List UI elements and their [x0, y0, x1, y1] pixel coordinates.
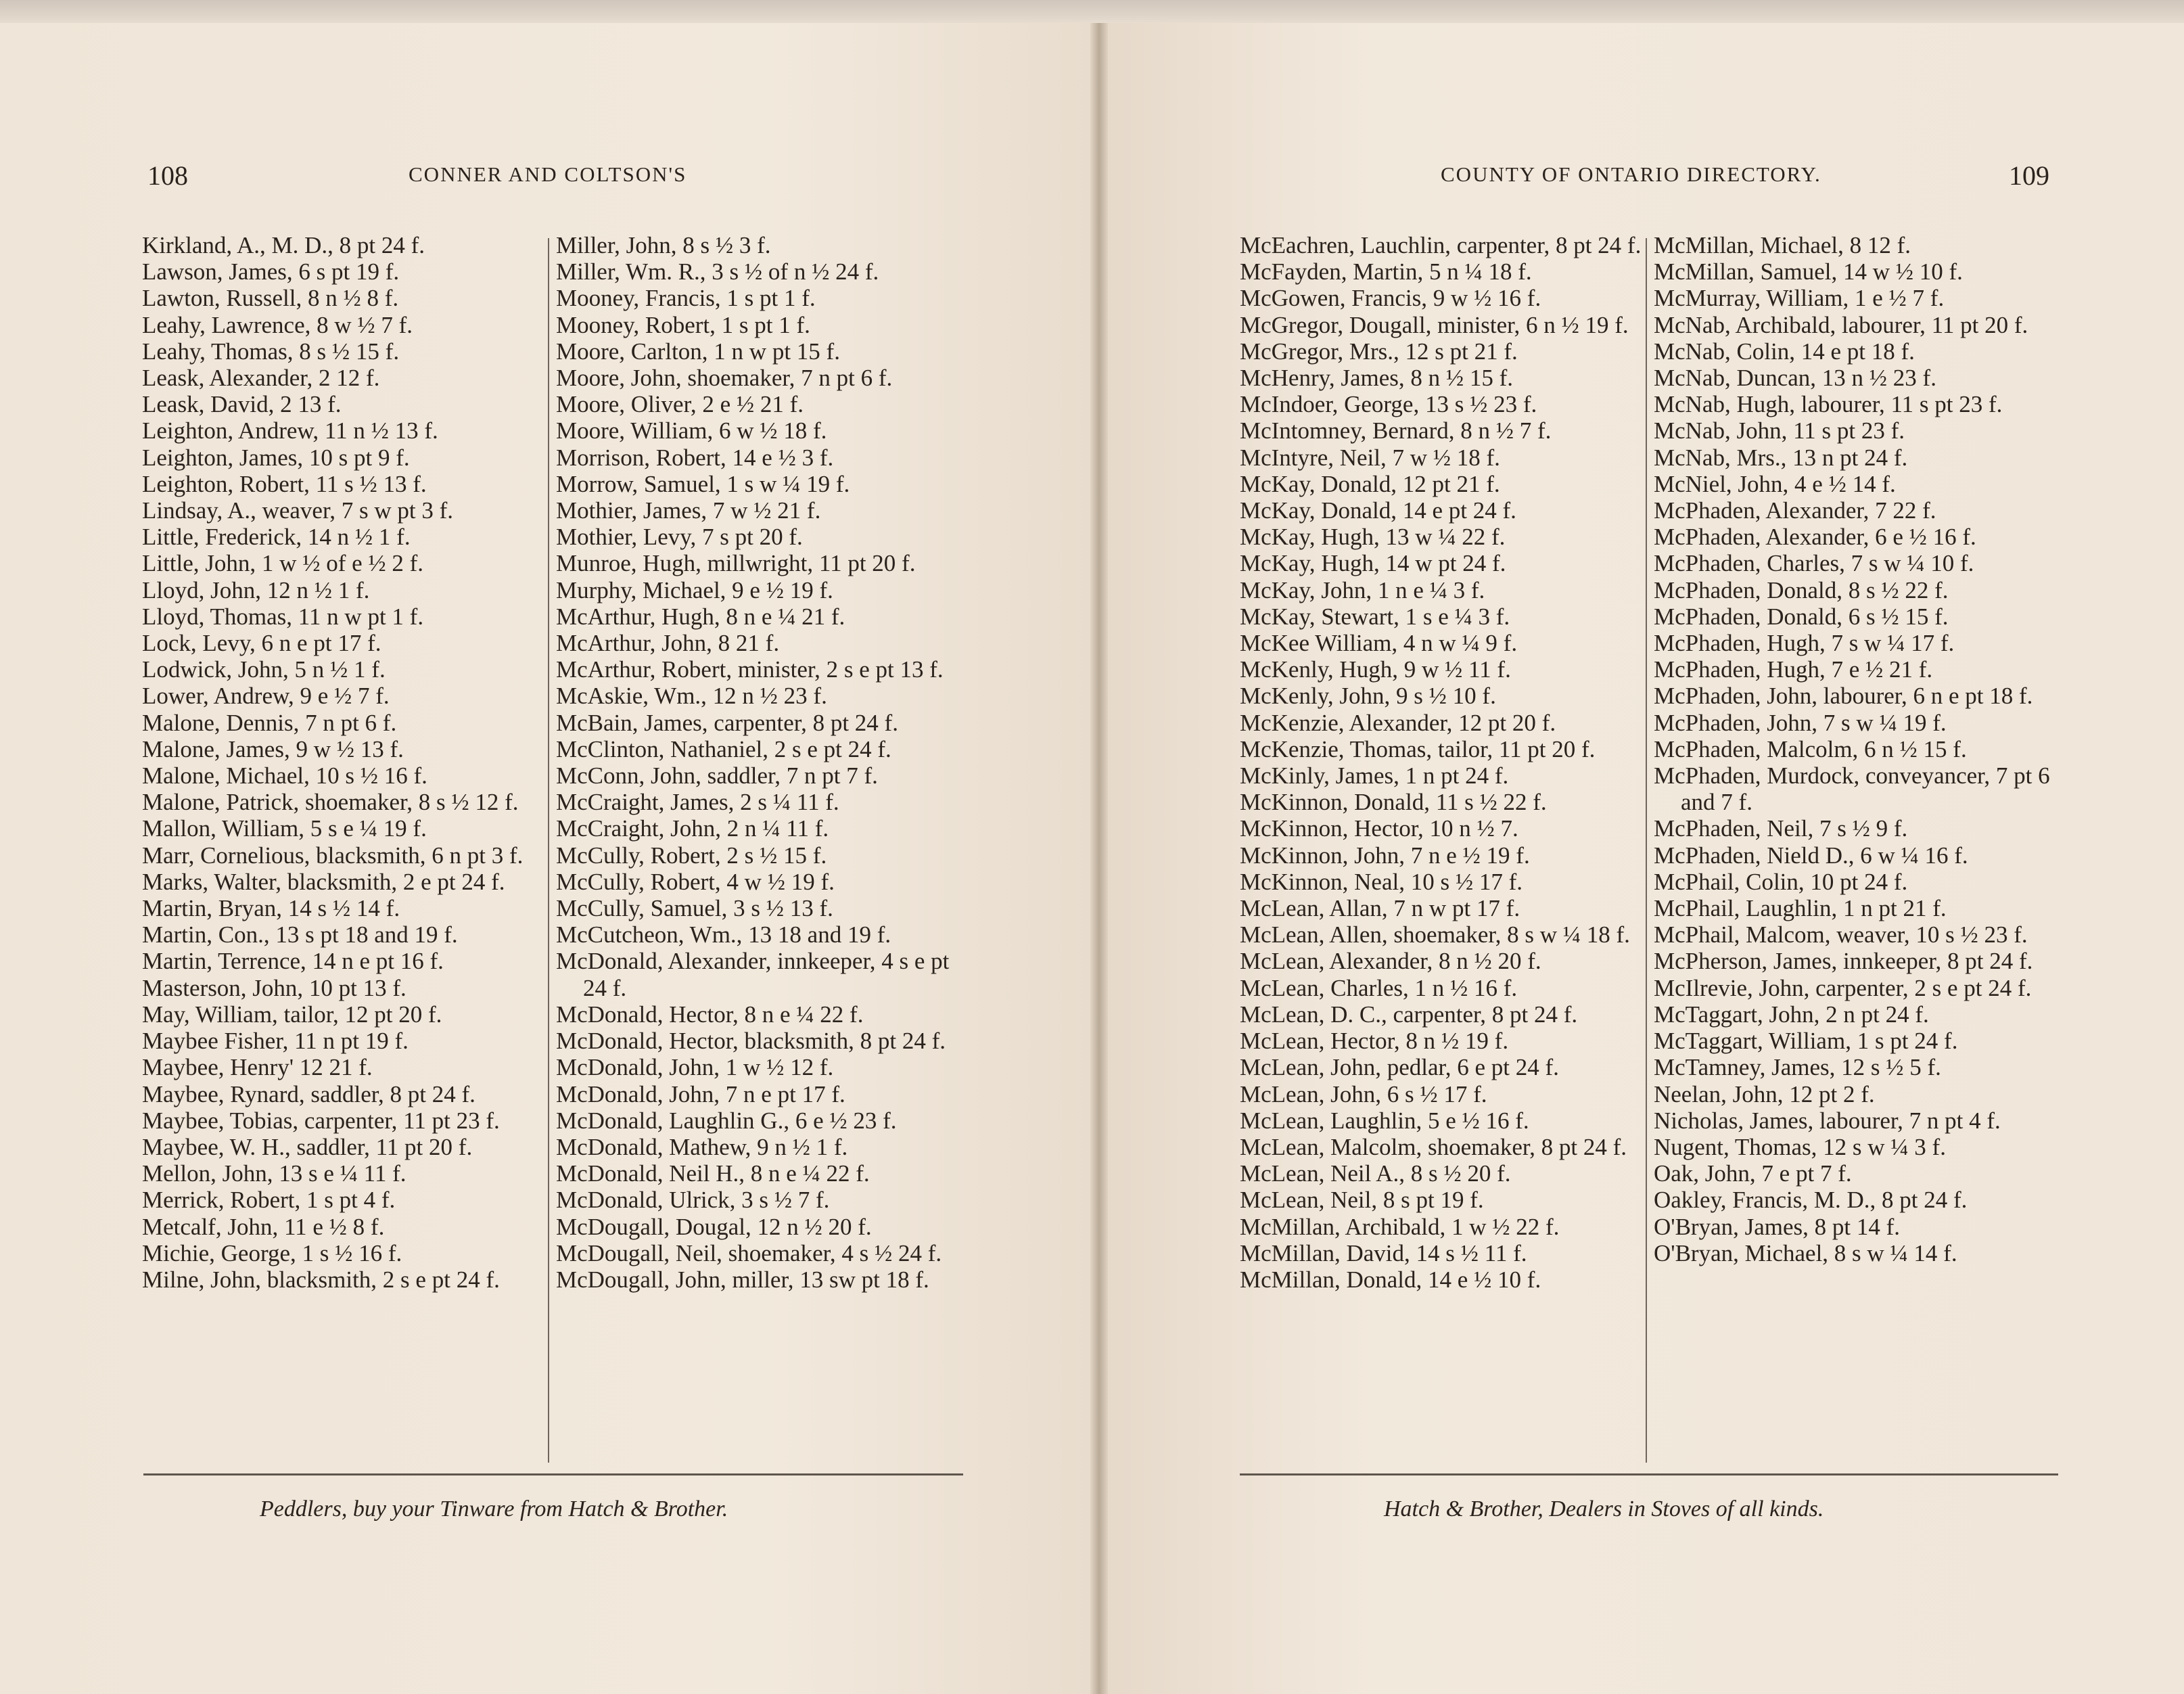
directory-entry: McKinly, James, 1 n pt 24 f. [1240, 762, 1509, 789]
directory-entry: McKenzie, Alexander, 12 pt 20 f. [1240, 709, 1556, 736]
directory-entry: McAskie, Wm., 12 n ½ 23 f. [556, 683, 827, 710]
directory-entry: McDougall, Dougal, 12 n ½ 20 f. [556, 1213, 872, 1240]
directory-entry: Malone, James, 9 w ½ 13 f. [142, 735, 404, 762]
right-footer-advert: Hatch & Brother, Dealers in Stoves of all kinds. [1384, 1496, 1824, 1521]
directory-entry: McGregor, Mrs., 12 s pt 21 f. [1240, 338, 1518, 365]
directory-entry: McDonald, Mathew, 9 n ½ 1 f. [556, 1133, 848, 1160]
directory-entry: McCraight, James, 2 s ¼ 11 f. [556, 789, 839, 816]
directory-entry: McKinnon, John, 7 n e ½ 19 f. [1240, 842, 1530, 869]
directory-entry: Lloyd, John, 12 n ½ 1 f. [142, 576, 370, 603]
directory-entry: McPhaden, John, labourer, 6 n e pt 18 f. [1654, 683, 2033, 710]
directory-entry: McCutcheon, Wm., 13 18 and 19 f. [556, 921, 891, 948]
right-column-divider [1646, 238, 1647, 1463]
directory-entry: O'Bryan, James, 8 pt 14 f. [1654, 1213, 1901, 1240]
directory-entry: Nugent, Thomas, 12 s w ¼ 3 f. [1654, 1133, 1946, 1160]
directory-entry: McNab, Hugh, labourer, 11 s pt 23 f. [1654, 391, 2003, 418]
directory-entry: McArthur, Hugh, 8 n e ¼ 21 f. [556, 603, 845, 630]
directory-entry: Masterson, John, 10 pt 13 f. [142, 974, 406, 1001]
directory-entry: McPhaden, Neil, 7 s ½ 9 f. [1654, 815, 1908, 842]
directory-entry: Mooney, Robert, 1 s pt 1 f. [556, 311, 810, 338]
directory-entry: McMurray, William, 1 e ½ 7 f. [1654, 285, 1945, 312]
directory-entry: McArthur, Robert, minister, 2 s e pt 13 f. [556, 656, 944, 683]
directory-entry: McGowen, Francis, 9 w ½ 16 f. [1240, 285, 1541, 312]
directory-entry: McPhaden, Malcolm, 6 n ½ 15 f. [1654, 735, 1967, 762]
directory-entry: Miller, John, 8 s ½ 3 f. [556, 232, 771, 258]
directory-entry: Mothier, James, 7 w ½ 21 f. [556, 497, 821, 524]
directory-entry: McPhaden, Alexander, 6 e ½ 16 f. [1654, 524, 1976, 551]
directory-entry: McDonald, Ulrick, 3 s ½ 7 f. [556, 1187, 830, 1214]
directory-entry: Neelan, John, 12 pt 2 f. [1654, 1080, 1875, 1107]
left-page-column-1 [142, 232, 544, 1477]
directory-entry: Martin, Con., 13 s pt 18 and 19 f. [142, 921, 458, 948]
directory-entry: McMillan, David, 14 s ½ 11 f. [1240, 1239, 1527, 1266]
directory-entry: McTamney, James, 12 s ½ 5 f. [1654, 1054, 1941, 1081]
directory-entry: McPhaden, Hugh, 7 e ½ 21 f. [1654, 656, 1933, 683]
directory-entry: McLean, Malcolm, shoemaker, 8 pt 24 f. [1240, 1133, 1627, 1160]
directory-entry: Oak, John, 7 e pt 7 f. [1654, 1160, 1852, 1187]
directory-entry: Moore, William, 6 w ½ 18 f. [556, 417, 827, 444]
directory-entry: McKay, Donald, 12 pt 21 f. [1240, 470, 1500, 497]
directory-entry: Leighton, James, 10 s pt 9 f. [142, 444, 410, 471]
book-gutter [1090, 23, 1108, 1694]
directory-entry: McLean, Allan, 7 n w pt 17 f. [1240, 895, 1520, 922]
directory-entry: Malone, Michael, 10 s ½ 16 f. [142, 762, 427, 789]
directory-entry: McArthur, John, 8 21 f. [556, 630, 780, 657]
directory-entry: McKay, Hugh, 13 w ¼ 22 f. [1240, 524, 1506, 551]
directory-entry: McDougall, Neil, shoemaker, 4 s ½ 24 f. [556, 1239, 942, 1266]
directory-entry: McDonald, Hector, blacksmith, 8 pt 24 f. [556, 1028, 946, 1055]
directory-entry: McKinnon, Hector, 10 n ½ 7. [1240, 815, 1518, 842]
directory-entry: Oakley, Francis, M. D., 8 pt 24 f. [1654, 1187, 1968, 1214]
directory-entry: Marr, Cornelious, blacksmith, 6 n pt 3 f. [142, 842, 524, 869]
directory-entry: McTaggart, John, 2 n pt 24 f. [1654, 1001, 1929, 1028]
directory-entry: Leask, Alexander, 2 12 f. [142, 365, 380, 392]
directory-entry: Leahy, Lawrence, 8 w ½ 7 f. [142, 311, 413, 338]
directory-entry: McNab, Mrs., 13 n pt 24 f. [1654, 444, 1908, 471]
right-page-number: 109 [2009, 160, 2049, 191]
left-page-number: 108 [147, 160, 188, 191]
directory-entry: McPhaden, Murdock, conveyancer, 7 pt 6 and 7 f. [1654, 762, 2050, 816]
directory-entry: Munroe, Hugh, millwright, 11 pt 20 f. [556, 550, 916, 577]
directory-entry: McPhaden, John, 7 s w ¼ 19 f. [1654, 709, 1947, 736]
directory-entry: Leahy, Thomas, 8 s ½ 15 f. [142, 338, 400, 365]
directory-entry: McHenry, James, 8 n ½ 15 f. [1240, 365, 1514, 392]
directory-entry: McDonald, John, 1 w ½ 12 f. [556, 1054, 834, 1081]
right-page-column-1 [1240, 232, 1642, 1477]
directory-entry: McLean, Laughlin, 5 e ½ 16 f. [1240, 1107, 1529, 1134]
directory-entry: Lodwick, John, 5 n ½ 1 f. [142, 656, 386, 683]
directory-entry: McIndoer, George, 13 s ½ 23 f. [1240, 391, 1537, 418]
directory-entry: McNab, Archibald, labourer, 11 pt 20 f. [1654, 311, 2028, 338]
directory-entry: Nicholas, James, labourer, 7 n pt 4 f. [1654, 1107, 2001, 1134]
directory-entry: Lock, Levy, 6 n e pt 17 f. [142, 630, 381, 657]
directory-entry: McPherson, James, innkeeper, 8 pt 24 f. [1654, 948, 2033, 975]
directory-entry: Little, John, 1 w ½ of e ½ 2 f. [142, 550, 424, 577]
directory-entry: McCully, Samuel, 3 s ½ 13 f. [556, 895, 833, 922]
directory-entry: McIlrevie, John, carpenter, 2 s e pt 24 f. [1654, 974, 2032, 1001]
directory-entry: McPhaden, Donald, 6 s ½ 15 f. [1654, 603, 1949, 630]
directory-entry: McKay, Hugh, 14 w pt 24 f. [1240, 550, 1506, 577]
directory-entry: Maybee, W. H., saddler, 11 pt 20 f. [142, 1133, 473, 1160]
directory-entry: McTaggart, William, 1 s pt 24 f. [1654, 1028, 1958, 1055]
directory-entry: Malone, Patrick, shoemaker, 8 s ½ 12 f. [142, 789, 519, 816]
directory-entry: McDonald, Hector, 8 n e ¼ 22 f. [556, 1001, 864, 1028]
directory-entry: McNab, Duncan, 13 n ½ 23 f. [1654, 365, 1936, 392]
directory-entry: Little, Frederick, 14 n ½ 1 f. [142, 524, 411, 551]
directory-entry: McPhaden, Alexander, 7 22 f. [1654, 497, 1936, 524]
directory-entry: Kirkland, A., M. D., 8 pt 24 f. [142, 232, 425, 258]
directory-entry: McNab, Colin, 14 e pt 18 f. [1654, 338, 1915, 365]
directory-entry: McPhaden, Hugh, 7 s w ¼ 17 f. [1654, 630, 1955, 657]
left-running-head: CONNER AND COLTSON'S [409, 162, 687, 186]
directory-entry: McMillan, Michael, 8 12 f. [1654, 232, 1911, 258]
directory-entry: Mooney, Francis, 1 s pt 1 f. [556, 285, 816, 312]
directory-entry: Martin, Bryan, 14 s ½ 14 f. [142, 895, 400, 922]
directory-entry: Mothier, Levy, 7 s pt 20 f. [556, 524, 803, 551]
directory-entry: McFayden, Martin, 5 n ¼ 18 f. [1240, 258, 1532, 285]
directory-entry: McBain, James, carpenter, 8 pt 24 f. [556, 709, 898, 736]
directory-entry: Moore, John, shoemaker, 7 n pt 6 f. [556, 365, 893, 392]
directory-entry: McDonald, Alexander, innkeeper, 4 s e pt 24 f. [556, 948, 950, 1001]
directory-entry: Lower, Andrew, 9 e ½ 7 f. [142, 683, 390, 710]
directory-entry: McLean, Alexander, 8 n ½ 20 f. [1240, 948, 1541, 975]
directory-entry: McKay, John, 1 n e ¼ 3 f. [1240, 576, 1485, 603]
directory-entry: McLean, Hector, 8 n ½ 19 f. [1240, 1028, 1509, 1055]
directory-entry: McKay, Donald, 14 e pt 24 f. [1240, 497, 1516, 524]
right-page-column-2 [1654, 232, 2056, 1477]
directory-entry: McGregor, Dougall, minister, 6 n ½ 19 f. [1240, 311, 1629, 338]
directory-entry: McKenly, Hugh, 9 w ½ 11 f. [1240, 656, 1511, 683]
directory-entry: Metcalf, John, 11 e ½ 8 f. [142, 1213, 385, 1240]
directory-entry: McKenzie, Thomas, tailor, 11 pt 20 f. [1240, 735, 1596, 762]
directory-entry: McPhail, Malcom, weaver, 10 s ½ 23 f. [1654, 921, 2028, 948]
directory-entry: McCraight, John, 2 n ¼ 11 f. [556, 815, 829, 842]
directory-entry: McPhail, Laughlin, 1 n pt 21 f. [1654, 895, 1947, 922]
directory-entry: McKenly, John, 9 s ½ 10 f. [1240, 683, 1496, 710]
left-page-column-2 [556, 232, 962, 1477]
directory-entry: Milne, John, blacksmith, 2 s e pt 24 f. [142, 1266, 500, 1293]
left-footer-advert: Peddlers, buy your Tinware from Hatch & Brother. [260, 1496, 728, 1521]
directory-entry: Mallon, William, 5 s e ¼ 19 f. [142, 815, 427, 842]
directory-entry: Martin, Terrence, 14 n e pt 16 f. [142, 948, 444, 975]
directory-entry: Murphy, Michael, 9 e ½ 19 f. [556, 576, 833, 603]
left-column-divider [548, 238, 549, 1463]
directory-entry: McIntomney, Bernard, 8 n ½ 7 f. [1240, 417, 1552, 444]
directory-entry: Lloyd, Thomas, 11 n w pt 1 f. [142, 603, 424, 630]
directory-entry: Mellon, John, 13 s e ¼ 11 f. [142, 1160, 406, 1187]
directory-entry: McNab, John, 11 s pt 23 f. [1654, 417, 1905, 444]
directory-entry: McLean, Allen, shoemaker, 8 s w ¼ 18 f. [1240, 921, 1630, 948]
directory-entry: Marks, Walter, blacksmith, 2 e pt 24 f. [142, 868, 505, 895]
directory-entry: McEachren, Lauchlin, carpenter, 8 pt 24 f. [1240, 232, 1642, 258]
directory-entry: Maybee, Henry' 12 21 f. [142, 1054, 373, 1081]
directory-entry: Lawton, Russell, 8 n ½ 8 f. [142, 285, 399, 312]
scan-top-edge [0, 0, 2184, 23]
directory-entry: McConn, John, saddler, 7 n pt 7 f. [556, 762, 878, 789]
directory-entry: Leighton, Andrew, 11 n ½ 13 f. [142, 417, 438, 444]
directory-entry: McMillan, Donald, 14 e ½ 10 f. [1240, 1266, 1541, 1293]
directory-entry: Morrow, Samuel, 1 s w ¼ 19 f. [556, 470, 850, 497]
directory-entry: McNiel, John, 4 e ½ 14 f. [1654, 470, 1896, 497]
directory-entry: Michie, George, 1 s ½ 16 f. [142, 1239, 402, 1266]
directory-entry: McLean, D. C., carpenter, 8 pt 24 f. [1240, 1001, 1578, 1028]
directory-entry: McCully, Robert, 2 s ½ 15 f. [556, 842, 827, 869]
directory-entry: Moore, Carlton, 1 n w pt 15 f. [556, 338, 840, 365]
directory-entry: Maybee, Tobias, carpenter, 11 pt 23 f. [142, 1107, 500, 1134]
directory-entry: McLean, John, pedlar, 6 e pt 24 f. [1240, 1054, 1559, 1081]
directory-entry: McDonald, Laughlin G., 6 e ½ 23 f. [556, 1107, 897, 1134]
right-running-head: COUNTY OF ONTARIO DIRECTORY. [1441, 162, 1821, 186]
directory-entry: McCully, Robert, 4 w ½ 19 f. [556, 868, 835, 895]
directory-entry: McKay, Stewart, 1 s e ¼ 3 f. [1240, 603, 1510, 630]
directory-entry: Moore, Oliver, 2 e ½ 21 f. [556, 391, 804, 418]
directory-entry: May, William, tailor, 12 pt 20 f. [142, 1001, 442, 1028]
directory-entry: O'Bryan, Michael, 8 s w ¼ 14 f. [1654, 1239, 1957, 1266]
directory-entry: McPhaden, Nield D., 6 w ¼ 16 f. [1654, 842, 1968, 869]
directory-entry: Lindsay, A., weaver, 7 s w pt 3 f. [142, 497, 453, 524]
directory-entry: Miller, Wm. R., 3 s ½ of n ½ 24 f. [556, 258, 879, 285]
directory-entry: McLean, Neil A., 8 s ½ 20 f. [1240, 1160, 1511, 1187]
directory-entry: McPhail, Colin, 10 pt 24 f. [1654, 868, 1908, 895]
directory-entry: Maybee, Rynard, saddler, 8 pt 24 f. [142, 1080, 475, 1107]
directory-entry: McMillan, Samuel, 14 w ½ 10 f. [1654, 258, 1963, 285]
directory-entry: McLean, Charles, 1 n ½ 16 f. [1240, 974, 1518, 1001]
directory-entry: Lawson, James, 6 s pt 19 f. [142, 258, 400, 285]
directory-entry: McPhaden, Donald, 8 s ½ 22 f. [1654, 576, 1949, 603]
directory-entry: McDonald, Neil H., 8 n e ¼ 22 f. [556, 1160, 870, 1187]
directory-entry: McKee William, 4 n w ¼ 9 f. [1240, 630, 1518, 657]
directory-entry: McPhaden, Charles, 7 s w ¼ 10 f. [1654, 550, 1974, 577]
directory-entry: Merrick, Robert, 1 s pt 4 f. [142, 1187, 396, 1214]
directory-entry: McDonald, John, 7 n e pt 17 f. [556, 1080, 845, 1107]
directory-entry: Leighton, Robert, 11 s ½ 13 f. [142, 470, 427, 497]
directory-entry: McLean, Neil, 8 s pt 19 f. [1240, 1187, 1484, 1214]
directory-entry: McDougall, John, miller, 13 sw pt 18 f. [556, 1266, 929, 1293]
directory-entry: McMillan, Archibald, 1 w ½ 22 f. [1240, 1213, 1560, 1240]
directory-entry: McKinnon, Neal, 10 s ½ 17 f. [1240, 868, 1523, 895]
directory-entry: Maybee Fisher, 11 n pt 19 f. [142, 1028, 409, 1055]
directory-entry: McClinton, Nathaniel, 2 s e pt 24 f. [556, 735, 891, 762]
directory-entry: McKinnon, Donald, 11 s ½ 22 f. [1240, 789, 1547, 816]
directory-entry: McIntyre, Neil, 7 w ½ 18 f. [1240, 444, 1500, 471]
directory-entry: McLean, John, 6 s ½ 17 f. [1240, 1080, 1487, 1107]
left-footer-rule [143, 1473, 963, 1475]
directory-entry: Morrison, Robert, 14 e ½ 3 f. [556, 444, 834, 471]
directory-entry: Malone, Dennis, 7 n pt 6 f. [142, 709, 397, 736]
directory-entry: Leask, David, 2 13 f. [142, 391, 342, 418]
right-footer-rule [1240, 1473, 2058, 1475]
